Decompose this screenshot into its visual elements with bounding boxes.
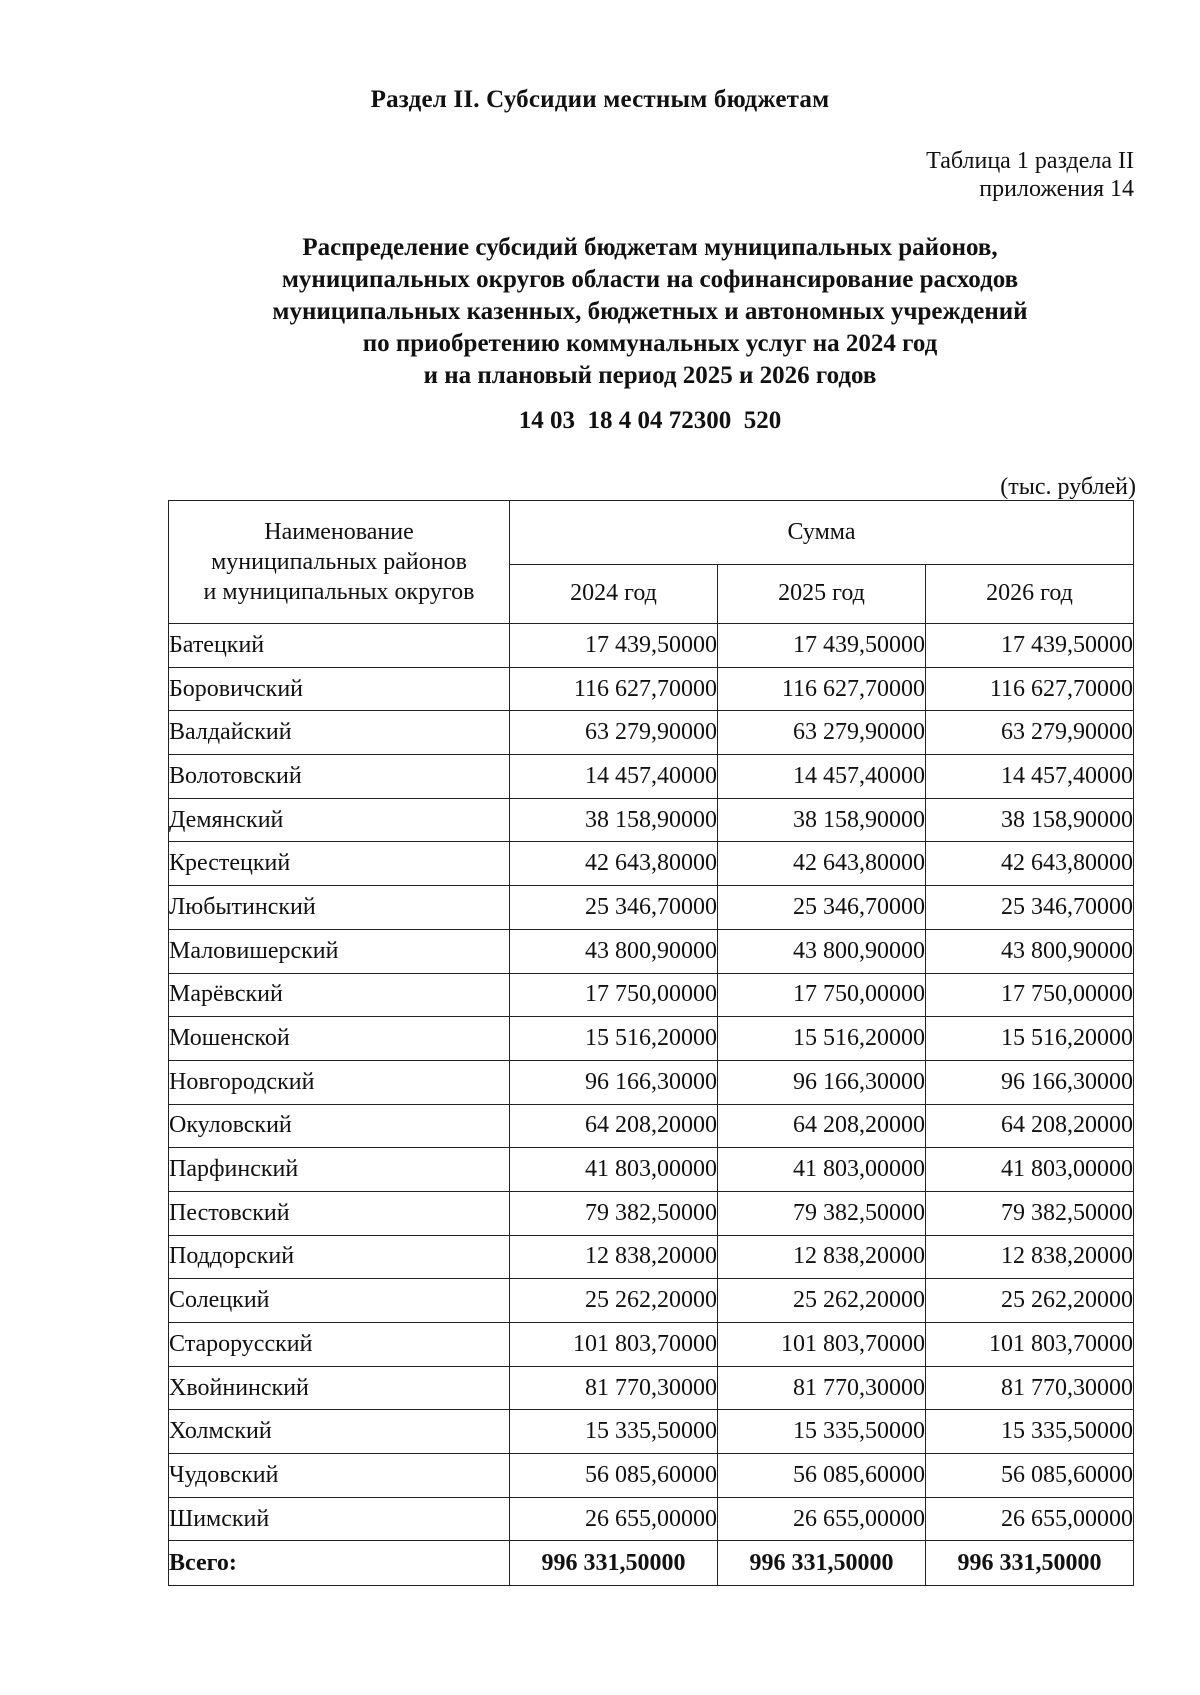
table-reference-line-1: Таблица 1 раздела II <box>926 148 1134 174</box>
value-2025: 17 750,00000 <box>718 973 926 1017</box>
table-row <box>169 1410 1134 1454</box>
value-2024: 116 627,70000 <box>510 667 718 711</box>
table-row <box>169 929 1134 973</box>
table-row <box>169 667 1134 711</box>
value-2025: 17 439,50000 <box>718 624 926 668</box>
table-row <box>169 1148 1134 1192</box>
value-2026: 116 627,70000 <box>926 667 1134 711</box>
value-2024: 25 346,70000 <box>510 886 718 930</box>
district-name: Валдайский <box>169 711 510 755</box>
value-2024: 64 208,20000 <box>510 1104 718 1148</box>
table-row <box>169 886 1134 930</box>
district-name: Шимский <box>169 1497 510 1541</box>
table-row <box>169 755 1134 799</box>
table-row <box>169 624 1134 668</box>
value-2026: 15 335,50000 <box>926 1410 1134 1454</box>
table-row <box>169 1366 1134 1410</box>
document-heading <box>150 232 1150 392</box>
value-2024: 96 166,30000 <box>510 1060 718 1104</box>
table-row <box>169 1235 1134 1279</box>
value-2025: 81 770,30000 <box>718 1366 926 1410</box>
value-2026: 64 208,20000 <box>926 1104 1134 1148</box>
value-2024: 42 643,80000 <box>510 842 718 886</box>
value-2024: 101 803,70000 <box>510 1323 718 1367</box>
table-body <box>169 624 1134 1541</box>
year-2025-header: 2025 год <box>718 564 926 623</box>
district-name: Боровичский <box>169 667 510 711</box>
units-note: (тыс. рублей) <box>1000 474 1136 500</box>
name-header-line: и муниципальных округов <box>203 579 475 605</box>
value-2024: 41 803,00000 <box>510 1148 718 1192</box>
heading-line: муниципальных казенных, бюджетных и автономных учреждений <box>272 298 1028 325</box>
district-name: Старорусский <box>169 1323 510 1367</box>
value-2026: 15 516,20000 <box>926 1017 1134 1061</box>
value-2025: 63 279,90000 <box>718 711 926 755</box>
district-name: Волотовский <box>169 755 510 799</box>
value-2025: 56 085,60000 <box>718 1454 926 1498</box>
table-row <box>169 1017 1134 1061</box>
value-2024: 38 158,90000 <box>510 798 718 842</box>
value-2024: 15 516,20000 <box>510 1017 718 1061</box>
value-2025: 43 800,90000 <box>718 929 926 973</box>
year-2026-header: 2026 год <box>926 564 1134 623</box>
name-header-line: Наименование <box>264 519 414 545</box>
table-header <box>169 501 1134 624</box>
table-row <box>169 1454 1134 1498</box>
value-2025: 96 166,30000 <box>718 1060 926 1104</box>
value-2025: 42 643,80000 <box>718 842 926 886</box>
district-name: Новгородский <box>169 1060 510 1104</box>
year-2024-header: 2024 год <box>510 564 718 623</box>
value-2026: 63 279,90000 <box>926 711 1134 755</box>
table-row <box>169 973 1134 1017</box>
total-2024: 996 331,50000 <box>510 1541 718 1586</box>
value-2026: 25 346,70000 <box>926 886 1134 930</box>
district-name: Хвойнинский <box>169 1366 510 1410</box>
value-2024: 12 838,20000 <box>510 1235 718 1279</box>
table-row <box>169 1323 1134 1367</box>
value-2025: 79 382,50000 <box>718 1191 926 1235</box>
table-row <box>169 1191 1134 1235</box>
value-2026: 17 750,00000 <box>926 973 1134 1017</box>
value-2026: 41 803,00000 <box>926 1148 1134 1192</box>
value-2024: 56 085,60000 <box>510 1454 718 1498</box>
table-row <box>169 1279 1134 1323</box>
sum-column-header: Сумма <box>510 501 1134 565</box>
value-2025: 14 457,40000 <box>718 755 926 799</box>
table-row <box>169 842 1134 886</box>
table-row <box>169 798 1134 842</box>
value-2026: 26 655,00000 <box>926 1497 1134 1541</box>
table-reference-line-2: приложения 14 <box>979 176 1134 202</box>
total-2026: 996 331,50000 <box>926 1541 1134 1586</box>
district-name: Пестовский <box>169 1191 510 1235</box>
district-name: Окуловский <box>169 1104 510 1148</box>
subsidies-table <box>168 500 1134 1586</box>
value-2026: 38 158,90000 <box>926 798 1134 842</box>
district-name: Холмский <box>169 1410 510 1454</box>
value-2026: 17 439,50000 <box>926 624 1134 668</box>
value-2025: 15 516,20000 <box>718 1017 926 1061</box>
district-name: Демянский <box>169 798 510 842</box>
value-2024: 17 439,50000 <box>510 624 718 668</box>
total-row <box>169 1541 1134 1586</box>
value-2026: 42 643,80000 <box>926 842 1134 886</box>
value-2026: 101 803,70000 <box>926 1323 1134 1367</box>
value-2026: 96 166,30000 <box>926 1060 1134 1104</box>
heading-line: Распределение субсидий бюджетам муниципальных районов, <box>302 234 998 261</box>
value-2026: 14 457,40000 <box>926 755 1134 799</box>
district-name: Солецкий <box>169 1279 510 1323</box>
budget-classification-code: 14 03 18 4 04 72300 520 <box>518 407 782 434</box>
value-2026: 56 085,60000 <box>926 1454 1134 1498</box>
value-2025: 25 262,20000 <box>718 1279 926 1323</box>
total-label: Всего: <box>169 1541 510 1586</box>
value-2026: 79 382,50000 <box>926 1191 1134 1235</box>
district-name: Чудовский <box>169 1454 510 1498</box>
value-2025: 101 803,70000 <box>718 1323 926 1367</box>
value-2024: 26 655,00000 <box>510 1497 718 1541</box>
value-2025: 15 335,50000 <box>718 1410 926 1454</box>
district-name: Любытинский <box>169 886 510 930</box>
district-name: Мошенской <box>169 1017 510 1061</box>
heading-line: муниципальных округов области на софинансирование расходов <box>281 266 1019 293</box>
heading-line: по приобретению коммунальных услуг на 2024 год <box>362 330 938 357</box>
value-2024: 81 770,30000 <box>510 1366 718 1410</box>
district-name: Крестецкий <box>169 842 510 886</box>
table-row <box>169 1104 1134 1148</box>
value-2026: 81 770,30000 <box>926 1366 1134 1410</box>
district-name: Парфинский <box>169 1148 510 1192</box>
district-name: Поддорский <box>169 1235 510 1279</box>
total-2025: 996 331,50000 <box>718 1541 926 1586</box>
table-footer <box>169 1541 1134 1586</box>
section-title: Раздел II. Субсидии местным бюджетам <box>370 86 830 113</box>
value-2026: 12 838,20000 <box>926 1235 1134 1279</box>
table-row <box>169 711 1134 755</box>
table-row <box>169 1497 1134 1541</box>
value-2024: 25 262,20000 <box>510 1279 718 1323</box>
value-2024: 17 750,00000 <box>510 973 718 1017</box>
district-name: Маловишерский <box>169 929 510 973</box>
district-name: Батецкий <box>169 624 510 668</box>
district-name: Марёвский <box>169 973 510 1017</box>
value-2024: 15 335,50000 <box>510 1410 718 1454</box>
name-column-header <box>169 501 510 624</box>
value-2025: 25 346,70000 <box>718 886 926 930</box>
value-2024: 43 800,90000 <box>510 929 718 973</box>
name-header-line: муниципальных районов <box>211 549 467 575</box>
heading-line: и на плановый период 2025 и 2026 годов <box>423 362 877 389</box>
value-2024: 63 279,90000 <box>510 711 718 755</box>
value-2026: 43 800,90000 <box>926 929 1134 973</box>
value-2024: 14 457,40000 <box>510 755 718 799</box>
value-2025: 116 627,70000 <box>718 667 926 711</box>
value-2026: 25 262,20000 <box>926 1279 1134 1323</box>
value-2025: 41 803,00000 <box>718 1148 926 1192</box>
value-2025: 38 158,90000 <box>718 798 926 842</box>
value-2025: 64 208,20000 <box>718 1104 926 1148</box>
value-2025: 12 838,20000 <box>718 1235 926 1279</box>
value-2024: 79 382,50000 <box>510 1191 718 1235</box>
value-2025: 26 655,00000 <box>718 1497 926 1541</box>
table-row <box>169 1060 1134 1104</box>
table-reference <box>926 147 1134 203</box>
